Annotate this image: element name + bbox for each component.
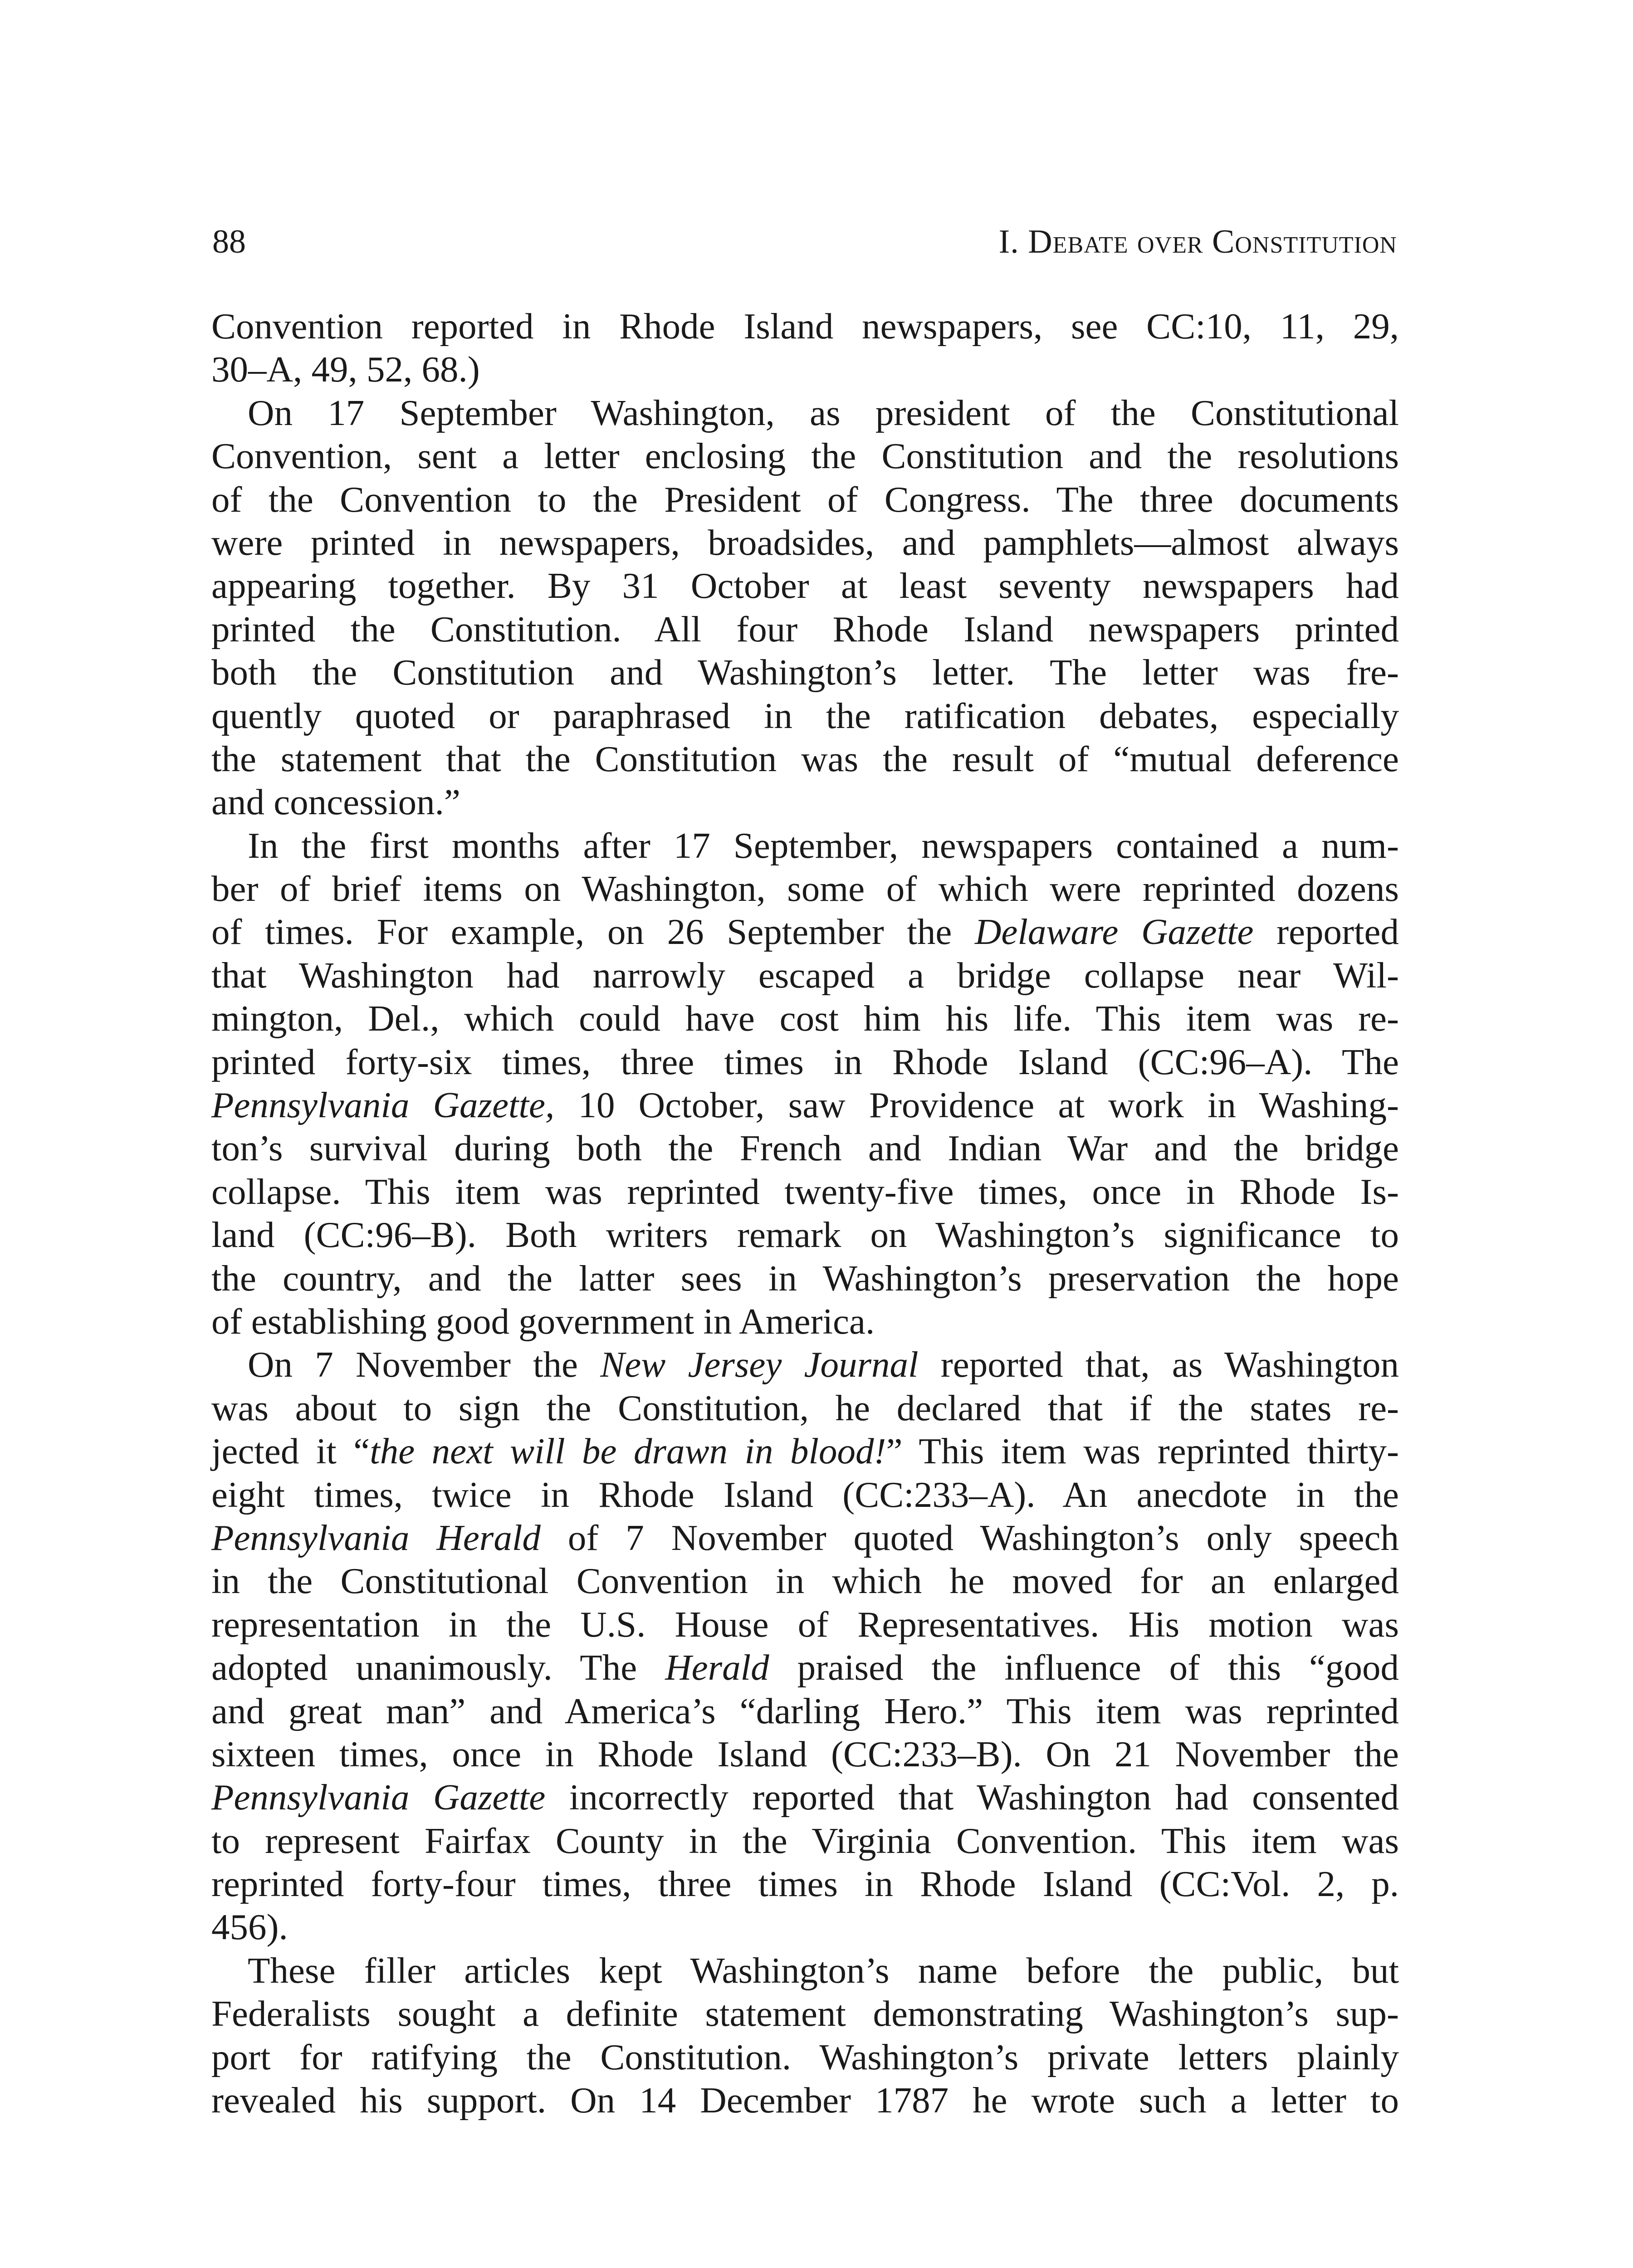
text-line (211, 867, 1399, 910)
text-line (211, 1170, 1399, 1213)
text-run: the statement that the Constitution was the result of “mutual deference (211, 738, 1399, 779)
text-run: 30–A, 49, 52, 68.) (211, 349, 480, 390)
text-line (211, 1041, 1399, 1084)
text-run: On 17 September Washington, as president of the Constitutional (248, 392, 1399, 433)
text-line (211, 1559, 1399, 1603)
text-run: Convention reported in Rhode Island newspapers, see CC:10, 11, 29, (211, 306, 1399, 347)
text-line (211, 305, 1399, 348)
text-line (211, 1343, 1399, 1386)
text-run: appearing together. By 31 October at least seventy newspapers had (211, 565, 1399, 606)
text-line (211, 651, 1399, 694)
text-run: ber of brief items on Washington, some of which were reprinted dozens (211, 868, 1399, 909)
text-line (211, 1387, 1399, 1430)
text-run: praised the influence of this “good (769, 1647, 1399, 1688)
text-run: On 7 November the (248, 1344, 601, 1385)
text-line (211, 738, 1399, 781)
text-run: reported (1253, 911, 1399, 953)
italic-title: Delaware Gazette (974, 911, 1254, 953)
text-run: that Washington had narrowly escaped a bridge collapse near Wil- (211, 954, 1399, 996)
text-line (211, 435, 1399, 478)
text-run: incorrectly reported that Washington had consented (545, 1777, 1399, 1818)
text-run: reprinted forty-four times, three times in Rhode Island (CC:Vol. 2, p. (211, 1863, 1399, 1905)
text-run: ” This item was reprinted thirty- (886, 1431, 1399, 1472)
text-run: jected it “ (211, 1431, 370, 1472)
text-run: the country, and the latter sees in Washington’s preservation the hope (211, 1257, 1399, 1299)
text-run: mington, Del., which could have cost him his life. This item was re- (211, 998, 1399, 1039)
text-run: reported that, as Washington (918, 1344, 1399, 1385)
text-line (211, 2036, 1399, 2079)
text-run: Convention, sent a letter enclosing the Constitution and the resolutions (211, 435, 1399, 477)
text-run: printed the Constitution. All four Rhode Island newspapers printed (211, 608, 1399, 650)
text-run: of 7 November quoted Washington’s only speech (540, 1517, 1399, 1558)
text-run: These filler articles kept Washington’s name before the public, but (248, 1950, 1399, 1991)
text-run: of the Convention to the President of Congress. The three documents (211, 479, 1399, 520)
text-run: were printed in newspapers, broadsides, and pamphlets—almost always (211, 522, 1399, 563)
italic-title: Herald (665, 1647, 769, 1688)
text-run: sixteen times, once in Rhode Island (CC:233–B). On 21 November the (211, 1733, 1399, 1774)
text-run: representation in the U.S. House of Representatives. His motion was (211, 1603, 1399, 1645)
body-text (211, 305, 1399, 2122)
text-run: ton’s survival during both the French and Indian War and the bridge (211, 1128, 1399, 1169)
text-run: and great man” and America’s “darling Hero.” This item was reprinted (211, 1690, 1399, 1731)
text-line (211, 1430, 1399, 1473)
italic-title: Pennsylvania Gazette, (211, 1085, 555, 1126)
text-run: port for ratifying the Constitution. Washington’s private letters plainly (211, 2036, 1399, 2077)
text-line (211, 910, 1399, 953)
italic-title: Pennsylvania Herald (211, 1517, 541, 1558)
text-line (211, 1819, 1399, 1862)
text-line (211, 1646, 1399, 1689)
text-run: land (CC:96–B). Both writers remark on Washington’s significance to (211, 1214, 1399, 1256)
text-line (211, 1300, 1399, 1343)
text-run: 10 October, saw Providence at work in Washing- (554, 1085, 1399, 1126)
page-number: 88 (212, 223, 246, 260)
text-line (211, 1776, 1399, 1819)
text-line (211, 781, 1399, 824)
text-run: and concession.” (211, 782, 460, 823)
italic-title: the next will be drawn in blood! (370, 1431, 886, 1472)
text-run: of times. For example, on 26 September the (211, 911, 975, 953)
text-run: was about to sign the Constitution, he declared that if the states re- (211, 1387, 1399, 1428)
text-line (211, 1992, 1399, 2035)
text-run: to represent Fairfax County in the Virginia Convention. This item was (211, 1820, 1399, 1861)
text-line (211, 391, 1399, 435)
text-line (211, 1733, 1399, 1776)
text-run: quently quoted or paraphrased in the ratification debates, especially (211, 695, 1399, 736)
text-line (211, 694, 1399, 738)
text-line (211, 1127, 1399, 1170)
italic-title: Pennsylvania Gazette (211, 1777, 546, 1818)
text-line (211, 1862, 1399, 1906)
text-line (211, 997, 1399, 1040)
italic-title: New Jersey Journal (600, 1344, 919, 1385)
text-line (211, 521, 1399, 564)
text-line (211, 1213, 1399, 1256)
text-run: In the first months after 17 September, newspapers contained a num- (248, 825, 1399, 866)
text-run: printed forty-six times, three times in Rhode Island (CC:96–A). The (211, 1041, 1399, 1082)
text-line (211, 478, 1399, 521)
text-line (211, 1257, 1399, 1300)
text-run: both the Constitution and Washington’s letter. The letter was fre- (211, 652, 1399, 693)
text-line (211, 1906, 1399, 1949)
text-line (211, 1690, 1399, 1733)
text-run: of establishing good government in America. (211, 1300, 875, 1342)
text-run: collapse. This item was reprinted twenty-five times, once in Rhode Is- (211, 1171, 1399, 1212)
text-line (211, 564, 1399, 607)
text-line (211, 1473, 1399, 1516)
text-line (211, 954, 1399, 997)
text-run: in the Constitutional Convention in which he moved for an enlarged (211, 1560, 1399, 1602)
running-title: I. Debate over Constitution (998, 223, 1397, 260)
text-line (211, 608, 1399, 651)
text-line (211, 348, 1399, 391)
text-line (211, 1084, 1399, 1127)
text-line (211, 1603, 1399, 1646)
text-run: eight times, twice in Rhode Island (CC:233–A). An anecdote in the (211, 1474, 1399, 1515)
text-run: revealed his support. On 14 December 1787 he wrote such a letter to (211, 2080, 1399, 2121)
text-run: adopted unanimously. The (211, 1647, 665, 1688)
text-run: Federalists sought a definite statement demonstrating Washington’s sup- (211, 1993, 1399, 2034)
running-head (212, 221, 1397, 262)
text-line (211, 1949, 1399, 1992)
text-run: 456). (211, 1906, 288, 1948)
text-line (211, 1516, 1399, 1559)
text-line (211, 2079, 1399, 2122)
text-line (211, 824, 1399, 867)
